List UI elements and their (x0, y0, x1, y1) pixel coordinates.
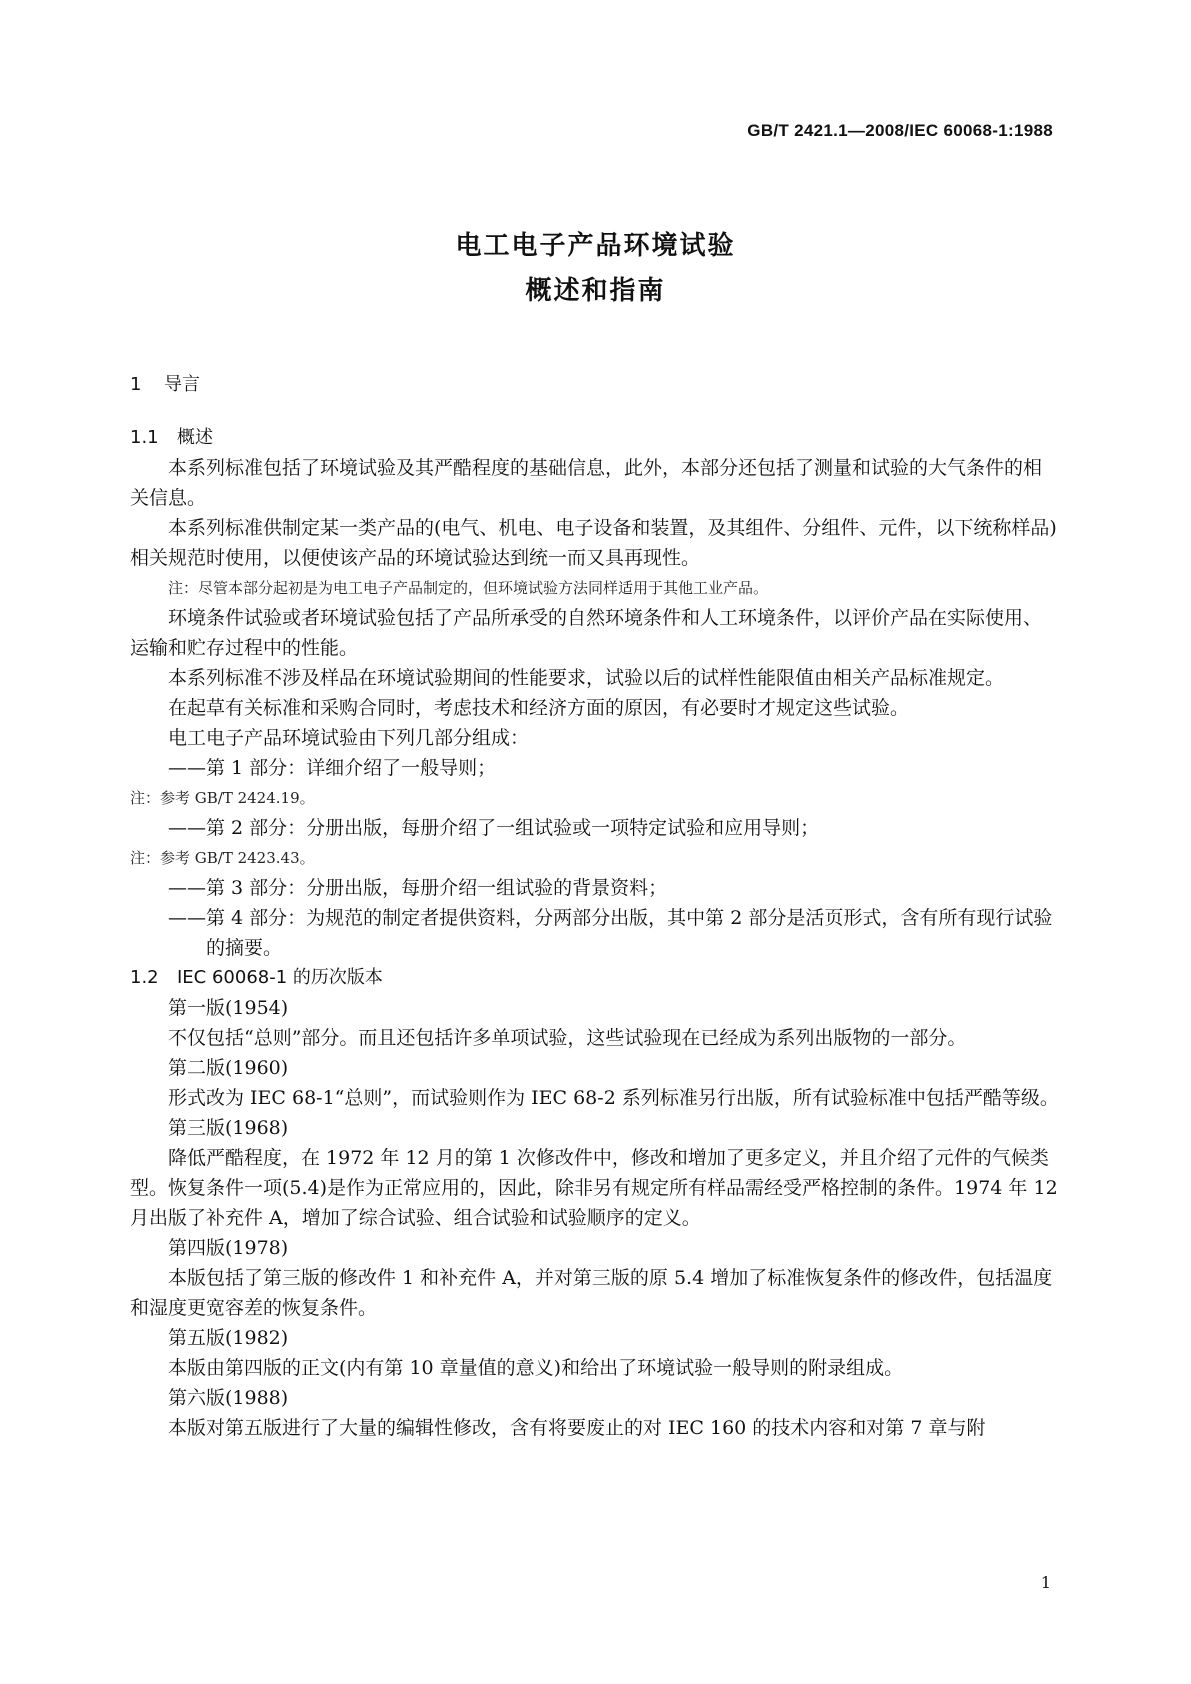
section-number: 1.1 (130, 427, 159, 448)
section-1-2-heading (130, 963, 1060, 993)
list-item: ——第 3 部分：分册出版，每册介绍一组试验的背景资料； (168, 877, 668, 899)
edition-label: 第一版(1954) (168, 997, 289, 1019)
paragraph: 电工电子产品环境试验由下列几部分组成： (168, 727, 530, 749)
edition-label: 第二版(1960) (168, 1057, 289, 1079)
section-title: 概述 (177, 427, 213, 448)
paragraph: 本版对第五版进行了大量的编辑性修改，含有将要废止的对 IEC 160 的技术内容和对第 7 章与附 (168, 1417, 986, 1439)
paragraph: 本系列标准供制定某一类产品的(电气、机电、电子设备和装置，及其组件、分组件、元件，以下统称样品)相关规范时使用，以便使该产品的环境试验达到统一而又具再现性。 (130, 517, 1057, 569)
paragraph: 本系列标准不涉及样品在环境试验期间的性能要求，试验以后的试样性能限值由相关产品标准规定。 (168, 667, 1005, 689)
paragraph: 本系列标准包括了环境试验及其严酷程度的基础信息，此外，本部分还包括了测量和试验的大气条件的相关信息。 (130, 457, 1043, 509)
edition-label: 第六版(1988) (168, 1387, 289, 1409)
edition-label: 第三版(1968) (168, 1117, 289, 1139)
section-1-1-heading (130, 423, 1060, 453)
paragraph: 不仅包括“总则”部分。而且还包括许多单项试验，这些试验现在已经成为系列出版物的一部分。 (168, 1027, 967, 1049)
document-title-line1: 电工电子产品环境试验 (455, 231, 736, 261)
list-item: ——第 4 部分：为规范的制定者提供资料，分两部分出版，其中第 2 部分是活页形式，含有所有现行试验的摘要。 (168, 907, 1053, 959)
section-title: 导言 (164, 374, 200, 395)
paragraph: 形式改为 IEC 68-1“总则”，而试验则作为 IEC 68-2 系列标准另行出版，所有试验标准中包括严酷等级。 (168, 1087, 1059, 1109)
edition-label: 第四版(1978) (168, 1237, 289, 1259)
paragraph: 在起草有关标准和采购合同时，考虑技术和经济方面的原因，有必要时才规定这些试验。 (168, 697, 910, 719)
note: 注：参考 GB/T 2423.43。 (130, 849, 315, 867)
note: 注：参考 GB/T 2424.19。 (130, 789, 315, 807)
page-number: 1 (1040, 1573, 1051, 1592)
document-body (130, 370, 1060, 1443)
section-number: 1 (130, 374, 142, 395)
document-title-line2: 概述和指南 (525, 276, 666, 306)
paragraph: 本版包括了第三版的修改件 1 和补充件 A，并对第三版的原 5.4 增加了标准恢复条件的修改件，包括温度和湿度更宽容差的恢复条件。 (130, 1267, 1053, 1319)
standard-code: GB/T 2421.1—2008/IEC 60068-1:1988 (747, 121, 1053, 140)
paragraph: 本版由第四版的正文(内有第 10 章量值的意义)和给出了环境试验一般导则的附录组成。 (168, 1357, 904, 1379)
note: 注：尽管本部分起初是为电工电子产品制定的，但环境试验方法同样适用于其他工业产品。 (168, 579, 769, 597)
paragraph: 降低严酷程度，在 1972 年 12 月的第 1 次修改件中，修改和增加了更多定义，并且介绍了元件的气候类型。恢复条件一项(5.4)是作为正常应用的，因此，除非另有规定所有样品需经受严格控制的条件。1974 年 12 月出版了补充件 A，增加了综合试验、组合试验和试验顺序的定义。 (130, 1147, 1058, 1229)
section-title: IEC 60068-1 的历次版本 (177, 967, 383, 988)
list-item: ——第 2 部分：分册出版，每册介绍了一组试验或一项特定试验和应用导则； (168, 817, 820, 839)
section-1-heading (130, 370, 1060, 400)
edition-label: 第五版(1982) (168, 1327, 289, 1349)
section-number: 1.2 (130, 967, 159, 988)
paragraph: 环境条件试验或者环境试验包括了产品所承受的自然环境条件和人工环境条件，以评价产品在实际使用、运输和贮存过程中的性能。 (130, 607, 1043, 659)
list-item: ——第 1 部分：详细介绍了一般导则； (168, 757, 497, 779)
